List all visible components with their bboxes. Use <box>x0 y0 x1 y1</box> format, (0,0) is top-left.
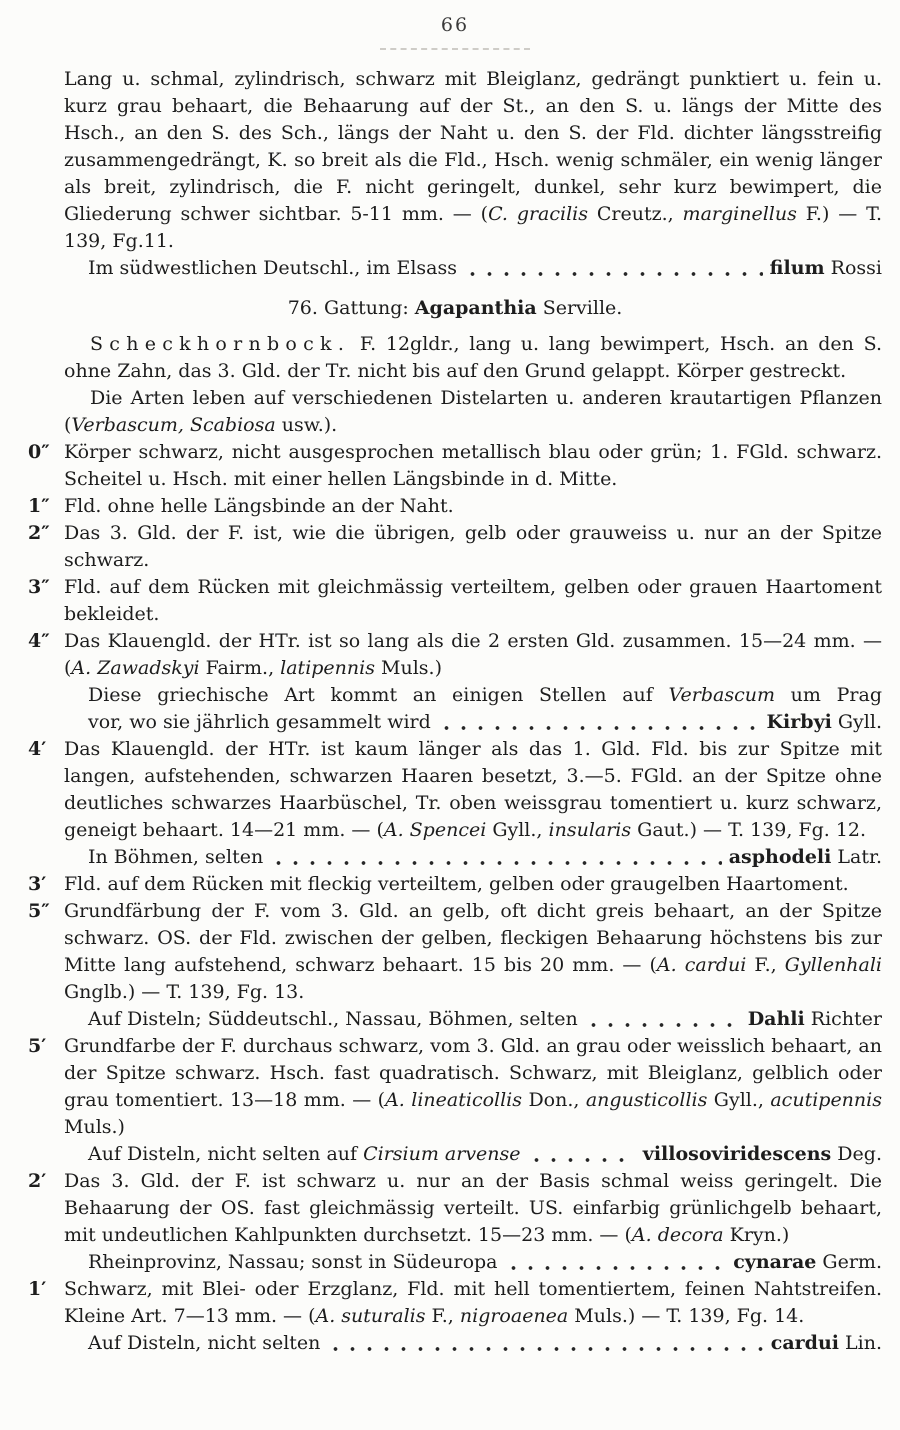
text-segment: Gyll., <box>707 1089 771 1111</box>
dot-leader <box>438 709 760 736</box>
text-segment: Grundfarbe der F. durchaus schwarz, vom 3. Gld. an grau oder weisslich behaart, an der Spitze schwarz. Hsch. fast quadratisch. Schwarz, mit Bleiglanz, gelblich oder grau tomentiert. 13—18 mm. — ( <box>64 1035 882 1111</box>
dot-leader <box>464 255 763 282</box>
text-segment: Grundfärbung der F. vom 3. Gld. an gelb, oft dicht greis behaart, an der Spitze schwarz. OS. der Fld. zwischen der gelben, fleckigen Behaarung höchstens bis zur Mitte lang aufstehend, schwarz behaart. 15 bis 20 mm. — ( <box>64 900 882 976</box>
scan-artifact <box>380 48 530 50</box>
key-row <box>28 493 882 520</box>
text-segment: Das Klauengld. der HTr. ist kaum länger als das 1. Gld. Fld. bis zur Spitze mit langen, aufstehenden, schwarzen Haaren besetzt, 3.—5. FGld. an der Spitze ohne deutliches schwarzes Haarbüschel, Tr. oben weissgrau tomentiert u. kurz schwarz, geneigt behaart. 14—21 mm. — ( <box>64 738 882 841</box>
species-author: Deg. <box>831 1143 882 1165</box>
text-segment: um Prag <box>774 684 882 706</box>
species-author: Latr. <box>831 846 882 868</box>
species-author: Rossi <box>824 257 882 279</box>
italic-text: C. gracilis <box>488 203 589 225</box>
text-segment: Das Klauengld. der HTr. ist so lang als die 2 ersten Gld. zusammen. 15—24 mm. — ( <box>64 630 882 679</box>
species-row <box>88 1006 882 1033</box>
page-number: 66 <box>440 14 470 36</box>
paragraph <box>64 66 882 255</box>
key-row <box>28 439 882 493</box>
italic-text: marginellus <box>682 203 797 225</box>
key-number: 3′ <box>28 873 47 895</box>
key-number: 2″ <box>28 522 50 544</box>
italic-text: Cirsium arvense <box>363 1143 521 1165</box>
text-segment: Das 3. Gld. der F. ist, wie die übrigen, gelb oder grauweiss u. nur an der Spitze schwarz. <box>64 522 882 571</box>
species-author: Lin. <box>838 1332 882 1354</box>
key-row <box>28 736 882 844</box>
text-segment: Muls.) <box>64 1116 125 1138</box>
italic-text: A. cardui <box>656 954 747 976</box>
italic-text: A. decora <box>631 1224 724 1246</box>
text-segment: Fld. auf dem Rücken mit gleichmässig verteiltem, gelben oder grauen Haartoment bekleidet. <box>64 576 882 625</box>
text-segment: Fld. auf dem Rücken mit fleckig verteiltem, gelben oder graugelben Haartoment. <box>64 873 849 895</box>
letterspaced-text: Scheckhornbock. <box>90 333 351 355</box>
italic-text: A. lineaticollis <box>385 1089 523 1111</box>
bold-text: Agapanthia <box>414 297 537 319</box>
species-continuation-line <box>88 682 882 709</box>
species-author: Gyll. <box>831 711 882 733</box>
key-number: 4″ <box>28 630 50 652</box>
paragraph <box>64 385 882 439</box>
species-name: cynarae <box>733 1251 817 1273</box>
key-row <box>28 628 882 682</box>
key-text <box>64 898 882 1006</box>
text-segment: Fld. ohne helle Längsbinde an der Naht. <box>64 495 454 517</box>
key-text <box>64 871 882 898</box>
species-author: Germ. <box>816 1251 882 1273</box>
key-text <box>64 520 882 574</box>
text-segment: F., <box>746 954 785 976</box>
text-segment: Don., <box>522 1089 586 1111</box>
key-row <box>28 1168 882 1249</box>
species-name: cardui <box>770 1332 839 1354</box>
species-lead-text <box>88 1006 578 1033</box>
species-row <box>88 844 882 871</box>
text-segment: Muls.) <box>374 657 442 679</box>
key-row <box>28 1276 882 1330</box>
italic-text: A. Spencei <box>383 819 487 841</box>
key-text <box>64 439 882 493</box>
species-row <box>88 255 882 282</box>
key-row <box>28 898 882 1006</box>
text-segment: F.) — T. 139, Fg.11. <box>64 203 882 252</box>
species-name: Kirbyi <box>766 711 832 733</box>
italic-text: angusticollis <box>585 1089 708 1111</box>
species-lead-text <box>88 1141 521 1168</box>
text-segment: Auf Disteln, nicht selten auf <box>88 1143 364 1165</box>
species-lead-text <box>88 709 431 736</box>
paragraph <box>64 331 882 385</box>
key-text <box>64 736 882 844</box>
text-segment: Gaut.) — T. 139, Fg. 12. <box>631 819 867 841</box>
text-segment: In Böhmen, selten <box>88 846 264 868</box>
key-text <box>64 628 882 682</box>
key-row <box>28 1033 882 1141</box>
text-segment: Serville. <box>536 297 623 319</box>
text-segment: Körper schwarz, nicht ausgesprochen metallisch blau oder grün; 1. FGld. schwarz. Scheitel u. Hsch. mit einer hellen Längsbinde in d. Mitte. <box>64 441 882 490</box>
text-segment: F., <box>425 1305 460 1327</box>
italic-text: insularis <box>548 819 632 841</box>
text-segment: Rheinprovinz, Nassau; sonst in Südeuropa <box>88 1251 498 1273</box>
dot-leader <box>270 844 722 871</box>
text-segment: Die Arten leben auf verschiedenen Distelarten u. anderen krautartigen Pflanzen ( <box>64 387 882 436</box>
text-segment: Lang u. schmal, zylindrisch, schwarz mit Bleiglanz, gedrängt punktiert u. fein u. kurz grau behaart, die Behaarung auf der St., an den S. u. längs der Mitte des Hsch., an den S. des Sch., längs der Naht u. den S. der Fld. dichter längsstreifig zusammengedrängt, K. so breit als die Fld., Hsch. wenig schmäler, ein wenig länger als breit, zylindrisch, die F. nicht geringelt, dunkel, sehr kurz bewimpert, die Gliederung schwer sichtbar. 5-11 mm. — ( <box>64 68 882 225</box>
key-text <box>64 574 882 628</box>
text-segment: vor, wo sie jährlich gesammelt wird <box>88 711 431 733</box>
key-number: 1′ <box>28 1278 47 1300</box>
dot-leader <box>327 1330 763 1357</box>
key-text <box>64 1033 882 1141</box>
italic-text: acutipennis <box>770 1089 882 1111</box>
key-row <box>28 574 882 628</box>
text-segment: Gyll., <box>486 819 549 841</box>
species-name: asphodeli <box>728 846 832 868</box>
key-number: 5′ <box>28 1035 47 1057</box>
key-text <box>64 1168 882 1249</box>
text-segment: Im südwestlichen Deutschl., im Elsass <box>88 257 457 279</box>
dot-leader <box>585 1006 741 1033</box>
key-number: 4′ <box>28 738 47 760</box>
species-row <box>88 709 882 736</box>
species-lead-text <box>88 1330 320 1357</box>
text-segment: Fairm., <box>199 657 281 679</box>
key-row <box>28 520 882 574</box>
text-segment: Schwarz, mit Blei- oder Erzglanz, Fld. mit hell tomentiertem, feinen Nahtstreifen. Kleine Art. 7—13 mm. — ( <box>64 1278 882 1327</box>
species-row <box>88 1249 882 1276</box>
species-row <box>88 1330 882 1357</box>
italic-text: nigroaenea <box>459 1305 569 1327</box>
italic-text: Gyllenhali <box>784 954 883 976</box>
text-segment: F. 12gldr., lang u. lang bewimpert, Hsch. an den S. ohne Zahn, das 3. Gld. der Tr. nicht bis auf den Grund gelappt. Körper gestreckt. <box>64 333 882 382</box>
key-number: 1″ <box>28 495 50 517</box>
dot-leader <box>505 1249 727 1276</box>
key-row <box>28 871 882 898</box>
text-segment: Auf Disteln; Süddeutschl., Nassau, Böhmen, selten <box>88 1008 578 1030</box>
species-name: villosoviridescens <box>642 1143 832 1165</box>
dot-leader <box>528 1141 636 1168</box>
key-number: 5″ <box>28 900 50 922</box>
genus-heading <box>28 295 882 322</box>
text-segment: Das 3. Gld. der F. ist schwarz u. nur an der Basis schmal weiss geringelt. Die Behaarung der OS. fast gleichmässig verteilt. US. einfarbig grünlichgelb behaart, mit undeutlichen Kahlpunkten durchsetzt. 15—23 mm. — ( <box>64 1170 882 1246</box>
species-author: Richter <box>804 1008 882 1030</box>
italic-text: Verbascum, Scabiosa <box>71 414 276 436</box>
text-segment: Gnglb.) — T. 139, Fg. 13. <box>64 981 305 1003</box>
species-lead-text <box>88 844 263 871</box>
key-number: 2′ <box>28 1170 47 1192</box>
key-text <box>64 493 882 520</box>
species-name: filum <box>769 257 825 279</box>
key-text <box>64 1276 882 1330</box>
text-segment: Muls.) — T. 139, Fg. 14. <box>568 1305 805 1327</box>
species-row <box>88 1141 882 1168</box>
text-segment: Diese griechische Art kommt an einigen Stellen auf <box>88 684 669 706</box>
species-lead-text <box>88 255 457 282</box>
italic-text: latipennis <box>280 657 375 679</box>
text-segment: Creutz., <box>588 203 683 225</box>
text-segment: 76. Gattung: <box>287 297 415 319</box>
italic-text: Verbascum <box>668 684 775 706</box>
text-body <box>28 66 882 1357</box>
text-segment: usw.). <box>275 414 338 436</box>
species-name: Dahli <box>747 1008 805 1030</box>
italic-text: A. suturalis <box>315 1305 426 1327</box>
key-number: 3″ <box>28 576 50 598</box>
text-segment: Kryn.) <box>723 1224 790 1246</box>
text-segment: Auf Disteln, nicht selten <box>88 1332 321 1354</box>
italic-text: A. Zawadskyi <box>71 657 200 679</box>
key-number: 0″ <box>28 441 50 463</box>
species-lead-text <box>88 1249 498 1276</box>
